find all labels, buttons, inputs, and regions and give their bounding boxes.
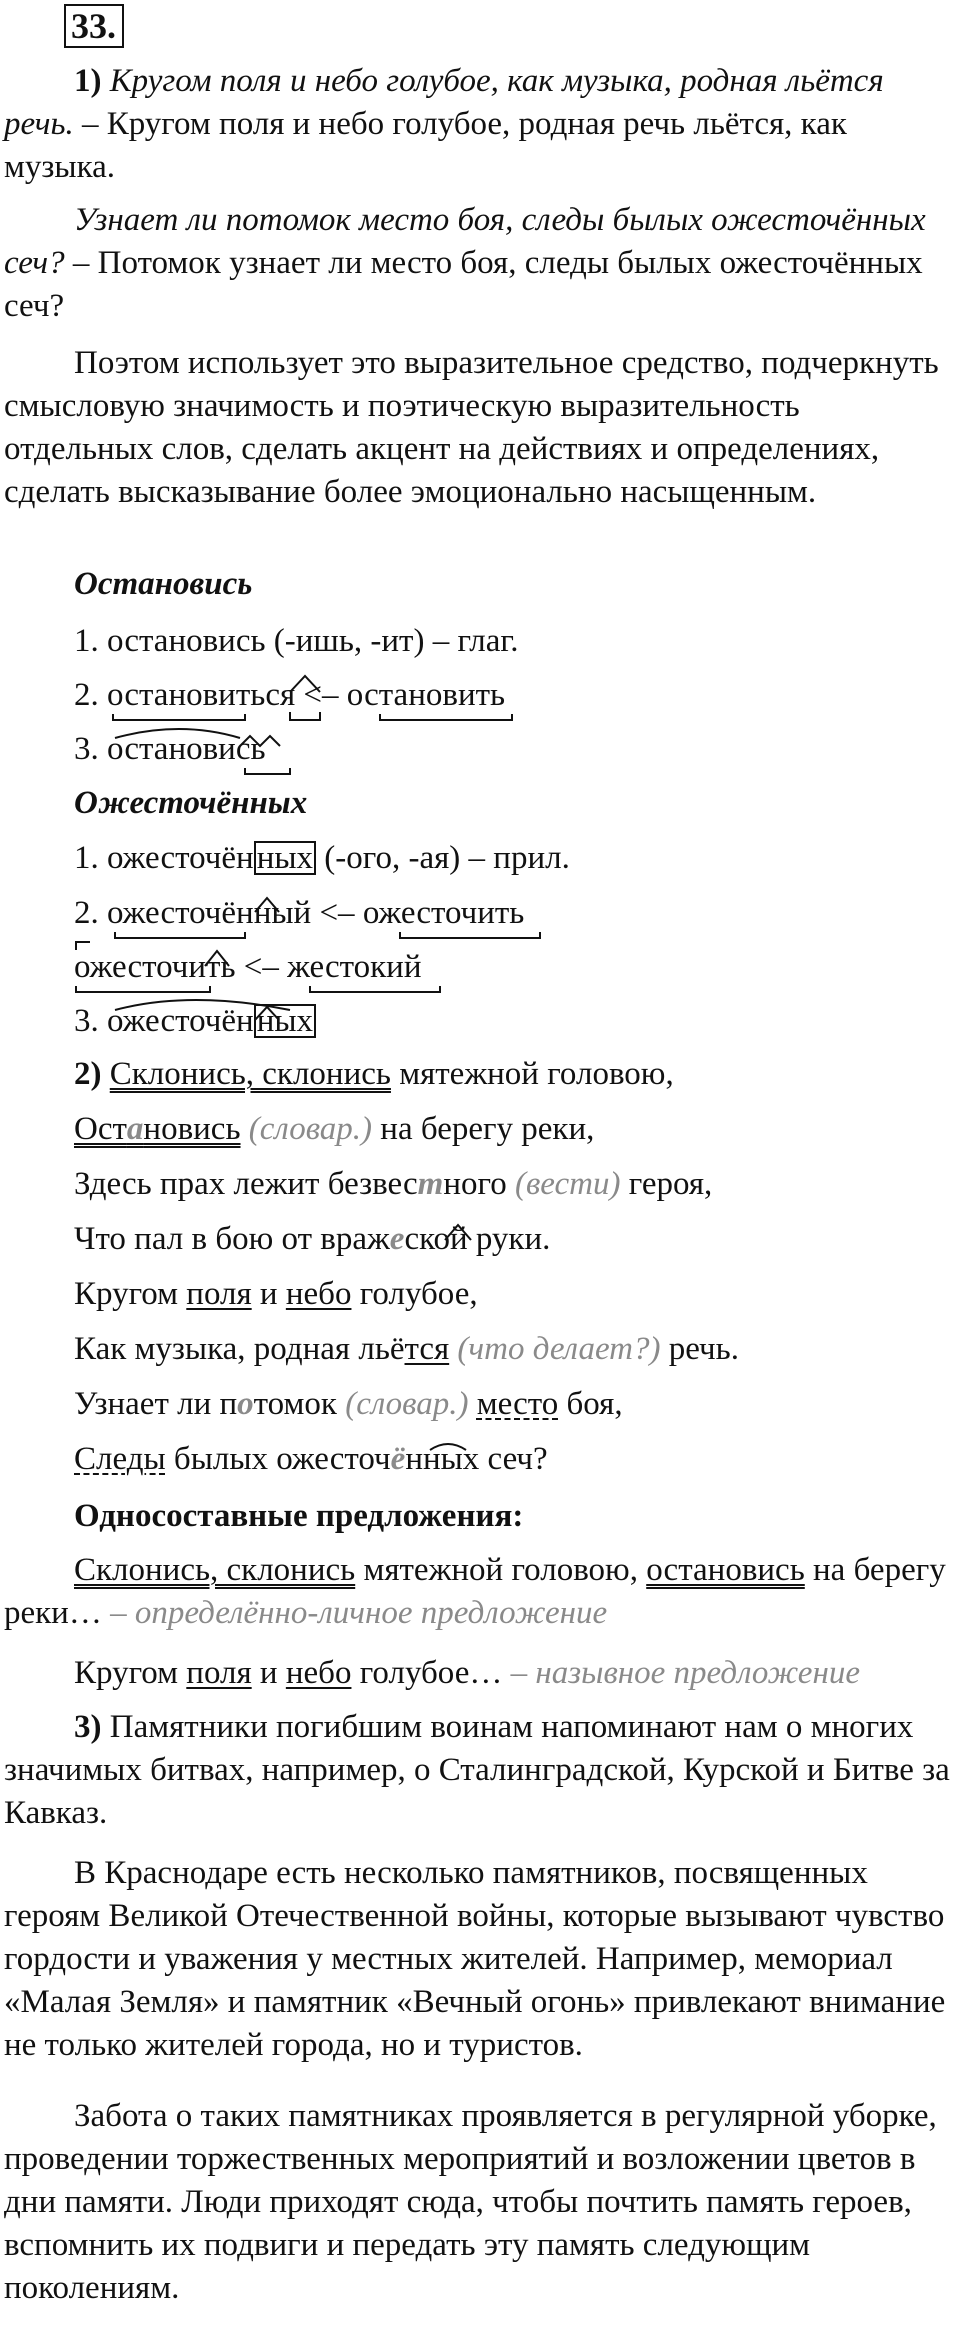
parse2-line2: 2. ожесточённый <– ожесточить (74, 895, 525, 931)
poem-line-6: Как музыка, родная льётся (что делает?) речь. (74, 1331, 739, 1367)
parse1-line3: 3. остановись (74, 731, 266, 767)
parse1-line2: 2. остановиться <– остановить (74, 677, 506, 713)
poem-line-7: Узнает ли потомок (словар.) место боя, (74, 1386, 623, 1422)
ending-box-2: ных (254, 1004, 316, 1038)
pair2-paragraph (4, 199, 954, 328)
part3-paragraph-1: 3) Памятники погибшим воинам напоминают нам о многих значимых битвах, например, о Сталинградской, Курской и Битве за Кавказ. (4, 1709, 950, 1831)
parse2-line1: 1. ожесточённых (-ого, -ая) – прил. (74, 840, 570, 876)
parse2-title: Ожесточённых (74, 785, 308, 821)
poem-subject: Склонись, склонись (109, 1056, 391, 1092)
poem-line-3: Здесь прах лежит безвестного (вести) героя, (74, 1166, 713, 1202)
poem-line-2: Остановись (словар.) на берегу реки, (74, 1111, 595, 1147)
parse2-line4: 3. ожесточённых (74, 1000, 316, 1043)
pair2-transform: – Потомок узнает ли место боя, следы былых ожесточённых сеч? (4, 245, 923, 324)
parse2-derived-word2: ожесточить (74, 949, 236, 985)
parse1-line1: 1. остановись (-ишь, -ит) – глаг. (74, 623, 519, 659)
parse1-morphemic-word: остановись (107, 731, 266, 767)
parse2-source-word: ожесточить (362, 895, 525, 931)
one-part-example-2: Кругом поля и небо голубое… – назывное предложение (74, 1655, 860, 1691)
part3-paragraph-2: В Краснодаре есть несколько памятников, посвященных героям Великой Отечественной войны, которые вызывают чувство гордости и уважения у местных жителей. Например, мемориал «Малая Земля» и памятник «Вечный огонь» привлекают внимание не только жителей города, но и туристов. (4, 1855, 946, 2063)
poem-line-5: Кругом поля и небо голубое, (74, 1276, 478, 1312)
one-part-example-1: Склонись, склонись мятежной головою, остановись на берегу реки… – определённо-личное предложение (4, 1552, 946, 1631)
explanation-paragraph: Поэтом использует это выразительное средство, подчеркнуть смысловую значимость и поэтическую выразительность отдельных слов, сделать акцент на действиях и определениях, сделать высказывание более эмоционально насыщенным. (4, 345, 939, 510)
pair1-transform: – Кругом поля и небо голубое, родная речь льётся, как музыка. (4, 106, 847, 185)
parse1-title: Остановись (74, 566, 253, 602)
pair1-paragraph (4, 60, 954, 189)
poem-line-1: 2) Склонись, склонись мятежной головою, (74, 1056, 674, 1092)
poem-line-4: Что пал в бою от вражеской руки. (74, 1221, 551, 1257)
one-part-heading: Односоставные предложения: (74, 1498, 524, 1534)
parse2-line3: ожесточить <– жестокий (74, 949, 422, 985)
exercise-number: 33. (64, 4, 124, 48)
pair1-original: Кругом поля и небо голубое, как музыка, родная льётся речь. (4, 63, 884, 142)
parse1-source-word: остановить (346, 677, 506, 713)
parse1-derived-word: остановиться (107, 677, 296, 713)
part1-label: 1) (74, 63, 102, 99)
poem-line-8: Следы былых ожесточённых сеч? (74, 1441, 548, 1477)
parse2-derived-word: ожесточённый (107, 895, 312, 931)
pair2-original: Узнает ли потомок место боя, следы былых ожесточённых сеч? (4, 202, 926, 281)
parse2-source-word2: жестокий (287, 949, 422, 985)
part3-paragraph-3: Забота о таких памятниках проявляется в регулярной уборке, проведении торжественных мероприятий и возложении цветов в дни памяти. Люди приходят сюда, чтобы почтить память героев, вспомнить их подвиги и передать эту память следующим поколениям. (4, 2098, 937, 2306)
ending-box: ных (254, 841, 316, 875)
